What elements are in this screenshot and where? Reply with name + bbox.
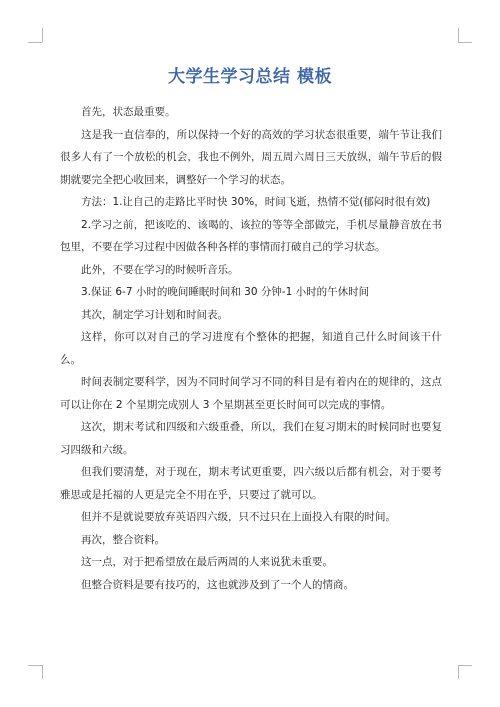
paragraph: 再次，整合资料。 — [81, 533, 165, 546]
crop-mark — [28, 665, 42, 666]
paragraph: 3.保证 6-7 小时的晚间睡眠时间和 30 分钟-1 小时的午休时间 — [81, 286, 370, 298]
paragraph: 但整合资料是要有技巧的，这也就涉及到了一个人的情商。 — [81, 578, 354, 591]
crop-mark — [42, 665, 43, 679]
paragraph: 2.学习之前，把该吃的、该喝的、该拉的等等全部做完，手机尽量静音放在书包里，不要在学习过程中因做各种各样的事情而打破自己的学习状态。 — [60, 218, 442, 253]
crop-mark — [28, 42, 42, 43]
paragraph: 首先，状态最重要。 — [81, 106, 176, 118]
paragraph: 其次，制定学习计划和时间表。 — [81, 308, 228, 321]
paragraph: 方法：1.让自己的走路比平时快 30%，时间飞逝，热情不觉(郁闷时很有效) — [81, 196, 431, 208]
document-body — [60, 101, 442, 596]
paragraph: 这是我一直信奉的，所以保持一个好的高效的学习状态很重要，端午节让我们很多人有了一个放松的机会，我也不例外，周五周六周日三天放纵，端午节后的假期就要完全把心收回来，调整好一个学习的状态。 — [60, 128, 442, 186]
crop-mark — [458, 42, 472, 43]
paragraph: 但我们要清楚，对于现在，期末考试更重要，四六级以后都有机会，对于要考雅思或是托福的人更是完全不用在乎，只要过了就可以。 — [60, 466, 442, 501]
crop-mark — [458, 28, 459, 42]
document-title: 大学生学习总结 模板 — [168, 67, 332, 87]
crop-mark — [42, 28, 43, 42]
paragraph: 这次，期末考试和四级和六级重叠，所以，我们在复习期末的时候同时也要复习四级和六级。 — [60, 421, 442, 456]
crop-mark — [458, 665, 459, 679]
paragraph: 但并不是就说要放弃英语四六级，只不过只在上面投入有限的时间。 — [81, 511, 396, 523]
paragraph: 此外，不要在学习的时候听音乐。 — [81, 263, 239, 276]
paragraph: 这一点，对于把希望放在最后两周的人来说犹未重要。 — [81, 556, 333, 568]
crop-mark — [458, 665, 472, 666]
paragraph: 这样，你可以对自己的学习进度有个整体的把握，知道自己什么时间该干什么。 — [60, 331, 442, 366]
paragraph: 时间表制定要科学，因为不同时间学习不同的科目是有着内在的规律的，这点可以让你在 2 个星期完成别人 3 个星期甚至更长时间可以完成的事情。 — [60, 376, 442, 411]
